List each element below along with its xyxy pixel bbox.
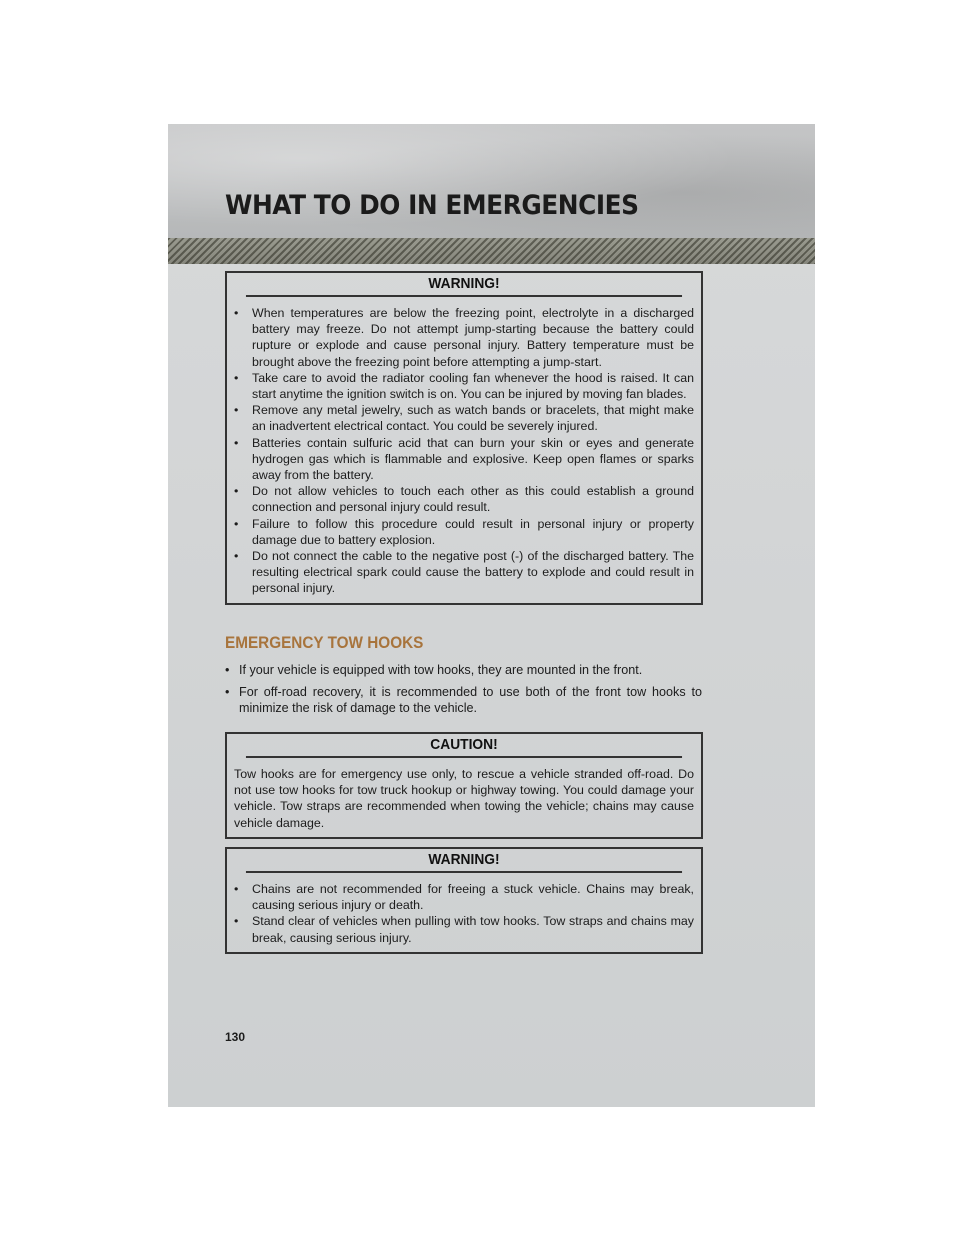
list-item: • Batteries contain sulfuric acid that can burn your skin or eyes and generate hydrogen gas which is flammable and explosive. Keep open flames or sparks away from the battery. [234, 435, 694, 483]
list-item: • Do not connect the cable to the negative post (-) of the discharged battery. The resulting electrical spark could cause the battery to explode and could result in personal injury. [234, 549, 694, 596]
warning-box-title: WARNING! [246, 849, 682, 873]
caution-box-body: Tow hooks are for emergency use only, to rescue a vehicle stranded off-road. Do not use tow hooks for tow truck hookup or highway towing. You could damage your vehicle. Tow straps are recommended when towing the vehicle; chains may cause vehicle damage. [234, 767, 694, 830]
bullet-icon: • [225, 663, 230, 677]
bullet-icon: • [234, 484, 239, 499]
tow-hooks-list [225, 662, 702, 723]
warning-box-body [227, 297, 701, 603]
bullet-icon: • [234, 914, 239, 929]
bullet-icon: • [234, 882, 239, 896]
list-item: • For off-road recovery, it is recommended to use both of the front tow hooks to minimize the risk of damage to the vehicle. [225, 685, 702, 716]
section-title-tow-hooks: EMERGENCY TOW HOOKS [225, 633, 424, 652]
bullet-icon: • [234, 549, 239, 564]
caution-box [225, 732, 703, 839]
list-item: • Chains are not recommended for freeing a stuck vehicle. Chains may break, causing serious injury or death. [234, 882, 694, 913]
caution-box-title: CAUTION! [246, 734, 682, 758]
warning-list [234, 305, 694, 597]
page-number: 130 [225, 1030, 246, 1044]
warning-box-body [227, 873, 701, 952]
warning-list [234, 881, 694, 946]
warning-box-tow [225, 847, 703, 954]
list-item: • Do not allow vehicles to touch each other as this could establish a ground connection and personal injury could result. [234, 484, 694, 515]
manual-page [168, 124, 815, 1107]
chapter-title: WHAT TO DO IN EMERGENCIES [225, 190, 639, 221]
list-item: • Stand clear of vehicles when pulling with tow hooks. Tow straps and chains may break, causing serious injury. [234, 914, 694, 945]
bullet-icon: • [234, 306, 239, 320]
bullet-icon: • [234, 403, 239, 418]
chapter-header [168, 124, 815, 238]
list-item: • Take care to avoid the radiator cooling fan whenever the hood is raised. It can start anytime the ignition switch is on. You can be injured by moving fan blades. [234, 370, 694, 402]
list-item: • When temperatures are below the freezing point, electrolyte in a discharged battery may freeze. Do not attempt jump-starting because the battery could rupture or explode and cause personal injury. Battery temperature must be brought above the freezing point before attempting a jump-start. [234, 306, 694, 369]
list-item: • Remove any metal jewelry, such as watch bands or bracelets, that might make an inadvertent electrical contact. You could be severely injured. [234, 403, 694, 434]
list-item: • If your vehicle is equipped with tow hooks, they are mounted in the front. [225, 663, 643, 677]
bullet-icon: • [234, 370, 239, 385]
bullet-icon: • [225, 685, 230, 700]
bullet-icon: • [234, 435, 239, 450]
warning-box-battery [225, 271, 703, 605]
list-item: • Failure to follow this procedure could result in personal injury or property damage due to battery explosion. [234, 516, 694, 547]
warning-box-title: WARNING! [246, 273, 682, 297]
header-texture-band [168, 238, 815, 264]
bullet-icon: • [234, 516, 239, 531]
